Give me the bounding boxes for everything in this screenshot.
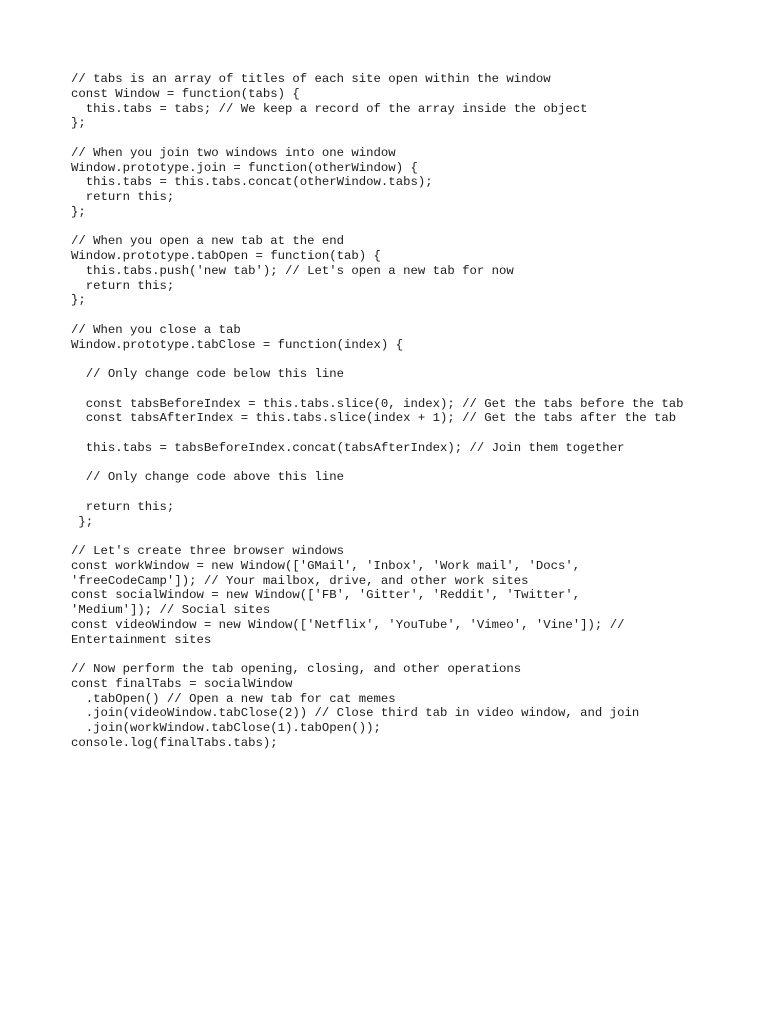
code-line: .join(workWindow.tabClose(1).tabOpen()); <box>71 721 381 735</box>
code-line: // When you open a new tab at the end <box>71 234 345 249</box>
code-line <box>71 131 751 146</box>
code-line: this.tabs = this.tabs.concat(otherWindow.tabs); <box>71 175 433 190</box>
code-line: Window.prototype.tabOpen = function(tab) { <box>71 249 381 263</box>
code-line: const workWindow = new Window(['GMail', 'Inbox', 'Work mail', 'Docs', <box>71 558 581 573</box>
code-line: // Let's create three browser windows <box>71 544 345 558</box>
code-line: this.tabs = tabs; // We keep a record of the array inside the object <box>71 101 588 116</box>
code-line <box>71 382 751 397</box>
code-line <box>71 308 751 323</box>
code-line: // tabs is an array of titles of each site open within the window <box>71 72 551 86</box>
code-line <box>71 352 751 367</box>
code-line: Entertainment sites <box>71 632 212 647</box>
code-block <box>71 72 751 751</box>
code-line <box>71 220 751 235</box>
code-line: }; <box>71 116 86 131</box>
code-line: // Only change code below this line <box>71 367 345 381</box>
code-line: const tabsAfterIndex = this.tabs.slice(index + 1); // Get the tabs after the tab <box>71 411 677 426</box>
code-line: }; <box>71 293 86 308</box>
code-line: // Only change code above this line <box>71 470 345 485</box>
code-line: this.tabs = tabsBeforeIndex.concat(tabsAfterIndex); // Join them together <box>71 440 625 455</box>
code-line: Window.prototype.tabClose = function(index) { <box>71 337 404 352</box>
code-line: }; <box>71 204 86 219</box>
code-line: const Window = function(tabs) { <box>71 86 300 101</box>
code-line: .tabOpen() // Open a new tab for cat memes <box>71 691 396 706</box>
code-line: const videoWindow = new Window(['Netflix', 'YouTube', 'Vimeo', 'Vine']); // <box>71 617 625 632</box>
code-line <box>71 529 751 544</box>
code-line: }; <box>71 514 94 529</box>
code-line: Window.prototype.join = function(otherWindow) { <box>71 160 418 175</box>
code-line: return this; <box>71 499 175 514</box>
code-line: // When you join two windows into one window <box>71 145 396 160</box>
code-line: return this; <box>71 190 175 204</box>
code-line: console.log(finalTabs.tabs); <box>71 735 278 750</box>
code-line: .join(videoWindow.tabClose(2)) // Close third tab in video window, and join <box>71 706 640 721</box>
code-line: 'freeCodeCamp']); // Your mailbox, drive, and other work sites <box>71 573 529 588</box>
code-line: const socialWindow = new Window(['FB', 'Gitter', 'Reddit', 'Twitter', <box>71 588 581 603</box>
code-line: // When you close a tab <box>71 322 241 337</box>
code-line: return this; <box>71 278 175 293</box>
code-line: this.tabs.push('new tab'); // Let's open a new tab for now <box>71 263 514 278</box>
code-line: const tabsBeforeIndex = this.tabs.slice(0, index); // Get the tabs before the tab <box>71 396 684 411</box>
code-line: 'Medium']); // Social sites <box>71 603 271 617</box>
code-line <box>71 456 751 471</box>
code-line: const finalTabs = socialWindow <box>71 676 293 691</box>
code-line <box>71 647 751 662</box>
code-line <box>71 426 751 441</box>
code-line: // Now perform the tab opening, closing, and other operations <box>71 662 522 676</box>
code-line <box>71 485 751 500</box>
